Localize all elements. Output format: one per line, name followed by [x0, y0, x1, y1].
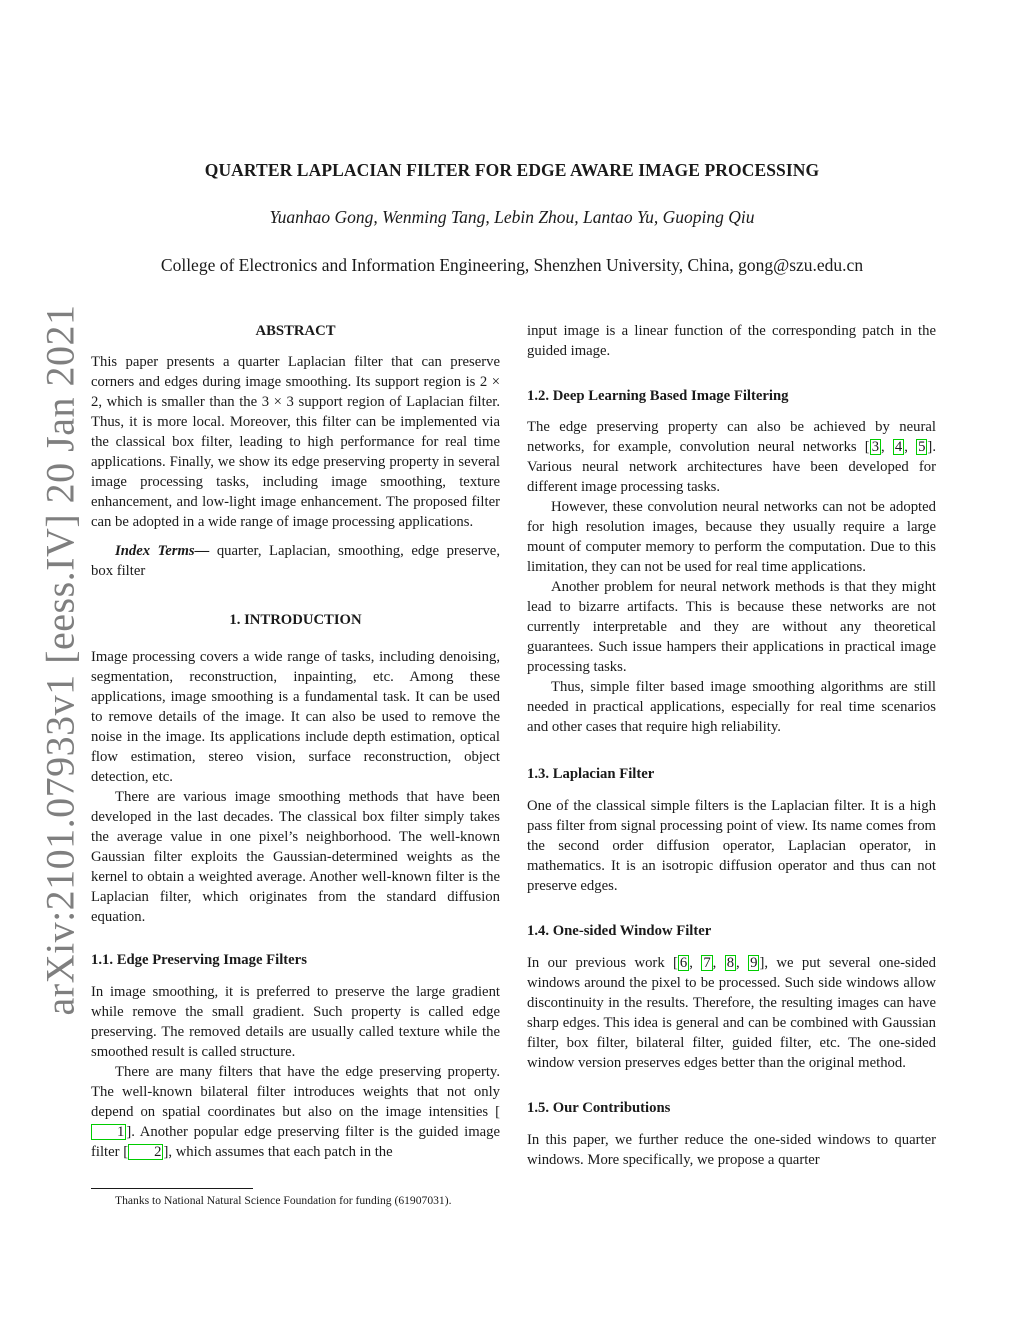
paper-title: QUARTER LAPLACIAN FILTER FOR EDGE AWARE IMAGE PROCESSING [204, 160, 820, 180]
author-list: Yuanhao Gong, Wenming Tang, Lebin Zhou, Lantao Yu, Guoping Qiu [269, 207, 755, 227]
arxiv-identifier: arXiv:2101.07933v1 [eess.IV] 20 Jan 2021 [37, 304, 83, 1016]
paragraph-text: The edge preserving property can also be achieved by neural networks, for example, convolution neural networks [ [527, 419, 936, 455]
citation-link[interactable]: 5 [918, 439, 926, 455]
continued-paragraph: input image is a linear function of the corresponding patch in the guided image. [527, 323, 936, 359]
intro-heading: 1. INTRODUCTION [229, 612, 362, 628]
index-terms-text: quarter, Laplacian, smoothing, edge preserve, box filter [91, 543, 501, 579]
citation-link[interactable]: 1 [91, 1124, 126, 1140]
section-1-4-paragraph-1 [527, 953, 936, 1073]
affiliation: College of Electronics and Information Engineering, Shenzhen University, China, gong@szu.edu.cn [160, 255, 864, 275]
section-1-2-paragraph-2: However, these convolution neural networks can not be adopted for high resolution images, because they usually require a large mount of computer memory to perform the computation. Due to this limitation, they can not be used for real time applications. [527, 499, 936, 575]
citation-link[interactable]: 2 [128, 1144, 163, 1160]
index-terms-label: Index Terms— [115, 543, 210, 559]
section-1-5-paragraph-1: In this paper, we further reduce the one-sided windows to quarter windows. More specifically, we propose a quarter [527, 1132, 936, 1168]
footnote: Thanks to National Natural Science Foundation for funding (61907031). [115, 1194, 452, 1207]
section-1-4-heading: 1.4. One-sided Window Filter [527, 923, 712, 939]
citation-link[interactable]: 9 [750, 955, 758, 971]
citation-separator: , [712, 955, 725, 971]
citation-separator: , [904, 439, 917, 455]
paragraph-text: ], which assumes that each patch in the [163, 1144, 393, 1160]
section-1-3-heading: 1.3. Laplacian Filter [527, 766, 655, 782]
paragraph-text: There are many filters that have the edge preserving property. The well-known bilateral filter introduces weights that not only depend on spatial coordinates but also on the image intensities [ [91, 1064, 500, 1120]
citation-link[interactable]: 6 [679, 955, 688, 971]
paragraph-text: ]. Various neural network architectures have been developed for different image processing tasks. [527, 439, 936, 495]
section-1-5-heading: 1.5. Our Contributions [527, 1100, 671, 1116]
paragraph-text: ]. Another popular edge preserving filter is the guided image filter [ [91, 1124, 500, 1160]
intro-paragraph-2: There are various image smoothing methods that have been developed in the last decades. The classical box filter simply takes the average value in one pixel’s neighborhood. The well-known Gaussian filter exploits the Gaussian-determined weights as the kernel to obtain a weighted average. Another well-known filter is the Laplacian filter, which originates from the standard diffusion equation. [91, 789, 500, 925]
citation-link[interactable]: 4 [894, 439, 903, 455]
abstract-text: This paper presents a quarter Laplacian filter that can preserve corners and edges during image smoothing. Its support region is 2 × 2, which is smaller than the 3 × 3 support region of Laplacian filter. Thus, it is more local. Moreover, this filter can be implemented via the classical box filter, leading to high performance for real time applications. Finally, we show its edge preserving property in several image processing tasks, including image smoothing, texture enhancement, and low-light image enhancement. The proposed filter can be adopted in a wide range of image processing applications. [91, 354, 500, 530]
section-1-2-paragraph-1 [527, 417, 936, 497]
citation-separator: , [689, 955, 702, 971]
citation-separator: , [881, 439, 893, 455]
index-terms [91, 541, 500, 581]
section-1-2-paragraph-4: Thus, simple filter based image smoothing algorithms are still needed in practical applications, especially for real time scenarios and other cases that require high reliability. [527, 679, 936, 735]
citation-link[interactable]: 7 [703, 955, 711, 971]
footnote-rule [91, 1188, 253, 1189]
intro-paragraph-1: Image processing covers a wide range of tasks, including denoising, segmentation, reconstruction, inpainting, etc. Among these applications, image smoothing is a fundamental task. It can be used to remove details of the image. It can also be used to remove the noise in the image. Its applications include depth estimation, optical flow estimation, stereo vision, surface reconstruction, object detection, etc. [91, 649, 500, 785]
section-1-1-heading: 1.1. Edge Preserving Image Filters [91, 952, 307, 968]
paragraph-text: ], we put several one-sided windows around the pixel to be processed. Such side windows allow discontinuity in the results. Therefore, the resulting images can have sharp edges. This idea is general and can be combined with Gaussian filter, box filter, bilateral filter, guided filter, etc. The one-sided window version preserves edges better than the original method. [527, 955, 937, 1071]
paragraph-text: In our previous work [ [527, 955, 678, 971]
citation-separator: , [736, 955, 749, 971]
right-column [527, 321, 936, 1170]
section-1-1-paragraph-1: In image smoothing, it is preferred to preserve the large gradient while remove the small gradient. Such property is called edge preserving. The removed details are usually called texture while the smoothed result is called structure. [91, 984, 500, 1060]
section-1-2-heading: 1.2. Deep Learning Based Image Filtering [527, 388, 789, 404]
section-1-1-paragraph-2 [91, 1062, 500, 1162]
section-1-2-paragraph-3: Another problem for neural network methods is that they might lead to bizarre artifacts. This is because these networks are not currently interpretable and they are without any theoretical guarantees. Such issue hampers their applications in practical image processing tasks. [527, 579, 936, 675]
citation-link[interactable]: 8 [726, 955, 735, 971]
abstract-heading: ABSTRACT [255, 323, 336, 339]
left-column [91, 321, 500, 1162]
citation-link[interactable]: 3 [871, 439, 880, 455]
section-1-3-paragraph-1: One of the classical simple filters is the Laplacian filter. It is a high pass filter from signal processing point of view. Its name comes from the second order diffusion operator, Laplacian operator, in mathematics. It is an isotropic diffusion operator and thus can not preserve edges. [527, 798, 936, 894]
